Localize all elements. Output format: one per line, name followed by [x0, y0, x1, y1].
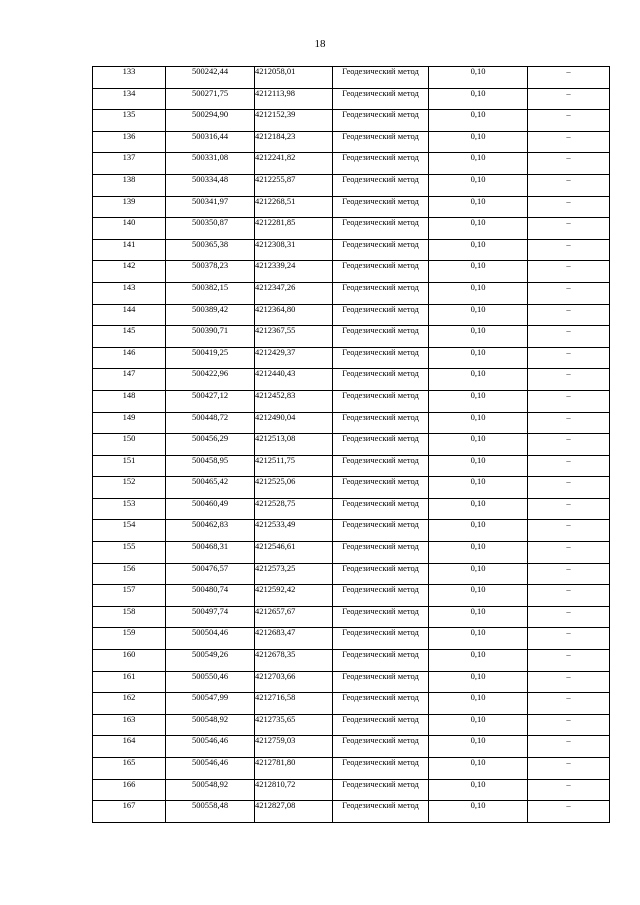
- table-row: [93, 455, 610, 477]
- method-cell: Геодезический метод: [333, 347, 429, 369]
- point-number-cell: 162: [93, 693, 166, 715]
- description-cell: –: [528, 131, 610, 153]
- y-coordinate-cell: 4212735,65: [255, 714, 333, 736]
- y-coordinate-cell: 4212367,55: [255, 326, 333, 348]
- coordinates-table-body: [93, 67, 610, 823]
- accuracy-cell: 0,10: [429, 520, 528, 542]
- x-coordinate-cell: 500546,46: [166, 758, 255, 780]
- description-cell: –: [528, 520, 610, 542]
- y-coordinate-cell: 4212268,51: [255, 196, 333, 218]
- point-number-cell: 145: [93, 326, 166, 348]
- point-number-cell: 149: [93, 412, 166, 434]
- table-row: [93, 585, 610, 607]
- method-cell: Геодезический метод: [333, 88, 429, 110]
- accuracy-cell: 0,10: [429, 650, 528, 672]
- method-cell: Геодезический метод: [333, 758, 429, 780]
- y-coordinate-cell: 4212281,85: [255, 218, 333, 240]
- point-number-cell: 166: [93, 779, 166, 801]
- y-coordinate-cell: 4212781,80: [255, 758, 333, 780]
- table-row: [93, 347, 610, 369]
- table-row: [93, 628, 610, 650]
- point-number-cell: 139: [93, 196, 166, 218]
- description-cell: –: [528, 801, 610, 823]
- accuracy-cell: 0,10: [429, 347, 528, 369]
- y-coordinate-cell: 4212546,61: [255, 542, 333, 564]
- table-row: [93, 779, 610, 801]
- point-number-cell: 163: [93, 714, 166, 736]
- y-coordinate-cell: 4212683,47: [255, 628, 333, 650]
- y-coordinate-cell: 4212440,43: [255, 369, 333, 391]
- method-cell: Геодезический метод: [333, 498, 429, 520]
- point-number-cell: 155: [93, 542, 166, 564]
- point-number-cell: 158: [93, 606, 166, 628]
- table-row: [93, 369, 610, 391]
- accuracy-cell: 0,10: [429, 326, 528, 348]
- point-number-cell: 157: [93, 585, 166, 607]
- method-cell: Геодезический метод: [333, 477, 429, 499]
- table-row: [93, 88, 610, 110]
- description-cell: –: [528, 585, 610, 607]
- x-coordinate-cell: 500458,95: [166, 455, 255, 477]
- method-cell: Геодезический метод: [333, 585, 429, 607]
- x-coordinate-cell: 500465,42: [166, 477, 255, 499]
- description-cell: –: [528, 88, 610, 110]
- point-number-cell: 138: [93, 174, 166, 196]
- x-coordinate-cell: 500294,90: [166, 110, 255, 132]
- table-row: [93, 801, 610, 823]
- description-cell: –: [528, 606, 610, 628]
- accuracy-cell: 0,10: [429, 714, 528, 736]
- point-number-cell: 147: [93, 369, 166, 391]
- point-number-cell: 154: [93, 520, 166, 542]
- table-row: [93, 563, 610, 585]
- description-cell: –: [528, 369, 610, 391]
- y-coordinate-cell: 4212490,04: [255, 412, 333, 434]
- table-row: [93, 174, 610, 196]
- page-number: 18: [314, 38, 326, 50]
- table-row: [93, 606, 610, 628]
- description-cell: –: [528, 282, 610, 304]
- y-coordinate-cell: 4212657,67: [255, 606, 333, 628]
- method-cell: Геодезический метод: [333, 671, 429, 693]
- method-cell: Геодезический метод: [333, 650, 429, 672]
- method-cell: Геодезический метод: [333, 282, 429, 304]
- table-row: [93, 196, 610, 218]
- y-coordinate-cell: 4212533,49: [255, 520, 333, 542]
- x-coordinate-cell: 500448,72: [166, 412, 255, 434]
- x-coordinate-cell: 500331,08: [166, 153, 255, 175]
- point-number-cell: 143: [93, 282, 166, 304]
- y-coordinate-cell: 4212347,26: [255, 282, 333, 304]
- description-cell: –: [528, 736, 610, 758]
- x-coordinate-cell: 500480,74: [166, 585, 255, 607]
- table-row: [93, 520, 610, 542]
- y-coordinate-cell: 4212525,06: [255, 477, 333, 499]
- accuracy-cell: 0,10: [429, 498, 528, 520]
- coordinates-table: [92, 66, 610, 823]
- table-row: [93, 693, 610, 715]
- y-coordinate-cell: 4212528,75: [255, 498, 333, 520]
- method-cell: Геодезический метод: [333, 174, 429, 196]
- table-row: [93, 671, 610, 693]
- method-cell: Геодезический метод: [333, 239, 429, 261]
- accuracy-cell: 0,10: [429, 542, 528, 564]
- x-coordinate-cell: 500378,23: [166, 261, 255, 283]
- x-coordinate-cell: 500390,71: [166, 326, 255, 348]
- accuracy-cell: 0,10: [429, 606, 528, 628]
- x-coordinate-cell: 500476,57: [166, 563, 255, 585]
- x-coordinate-cell: 500341,97: [166, 196, 255, 218]
- description-cell: –: [528, 714, 610, 736]
- table-row: [93, 758, 610, 780]
- x-coordinate-cell: 500549,26: [166, 650, 255, 672]
- point-number-cell: 148: [93, 390, 166, 412]
- description-cell: –: [528, 174, 610, 196]
- point-number-cell: 161: [93, 671, 166, 693]
- description-cell: –: [528, 347, 610, 369]
- accuracy-cell: 0,10: [429, 369, 528, 391]
- accuracy-cell: 0,10: [429, 455, 528, 477]
- description-cell: –: [528, 477, 610, 499]
- y-coordinate-cell: 4212511,75: [255, 455, 333, 477]
- method-cell: Геодезический метод: [333, 801, 429, 823]
- y-coordinate-cell: 4212058,01: [255, 67, 333, 89]
- x-coordinate-cell: 500548,92: [166, 714, 255, 736]
- description-cell: –: [528, 326, 610, 348]
- x-coordinate-cell: 500316,44: [166, 131, 255, 153]
- table-row: [93, 434, 610, 456]
- table-row: [93, 498, 610, 520]
- description-cell: –: [528, 455, 610, 477]
- point-number-cell: 152: [93, 477, 166, 499]
- x-coordinate-cell: 500422,96: [166, 369, 255, 391]
- point-number-cell: 136: [93, 131, 166, 153]
- y-coordinate-cell: 4212678,35: [255, 650, 333, 672]
- x-coordinate-cell: 500497,74: [166, 606, 255, 628]
- point-number-cell: 141: [93, 239, 166, 261]
- accuracy-cell: 0,10: [429, 434, 528, 456]
- method-cell: Геодезический метод: [333, 218, 429, 240]
- accuracy-cell: 0,10: [429, 671, 528, 693]
- table-row: [93, 412, 610, 434]
- y-coordinate-cell: 4212152,39: [255, 110, 333, 132]
- method-cell: Геодезический метод: [333, 110, 429, 132]
- y-coordinate-cell: 4212113,98: [255, 88, 333, 110]
- method-cell: Геодезический метод: [333, 153, 429, 175]
- description-cell: –: [528, 650, 610, 672]
- table-row: [93, 390, 610, 412]
- point-number-cell: 156: [93, 563, 166, 585]
- accuracy-cell: 0,10: [429, 563, 528, 585]
- point-number-cell: 167: [93, 801, 166, 823]
- accuracy-cell: 0,10: [429, 88, 528, 110]
- method-cell: Геодезический метод: [333, 369, 429, 391]
- description-cell: –: [528, 671, 610, 693]
- point-number-cell: 164: [93, 736, 166, 758]
- accuracy-cell: 0,10: [429, 779, 528, 801]
- y-coordinate-cell: 4212429,37: [255, 347, 333, 369]
- x-coordinate-cell: 500558,48: [166, 801, 255, 823]
- point-number-cell: 159: [93, 628, 166, 650]
- accuracy-cell: 0,10: [429, 390, 528, 412]
- point-number-cell: 135: [93, 110, 166, 132]
- y-coordinate-cell: 4212759,03: [255, 736, 333, 758]
- y-coordinate-cell: 4212810,72: [255, 779, 333, 801]
- point-number-cell: 165: [93, 758, 166, 780]
- table-row: [93, 67, 610, 89]
- method-cell: Геодезический метод: [333, 131, 429, 153]
- description-cell: –: [528, 779, 610, 801]
- x-coordinate-cell: 500334,48: [166, 174, 255, 196]
- description-cell: –: [528, 239, 610, 261]
- method-cell: Геодезический метод: [333, 628, 429, 650]
- point-number-cell: 150: [93, 434, 166, 456]
- accuracy-cell: 0,10: [429, 110, 528, 132]
- accuracy-cell: 0,10: [429, 477, 528, 499]
- table-row: [93, 326, 610, 348]
- description-cell: –: [528, 498, 610, 520]
- accuracy-cell: 0,10: [429, 261, 528, 283]
- x-coordinate-cell: 500350,87: [166, 218, 255, 240]
- point-number-cell: 140: [93, 218, 166, 240]
- point-number-cell: 144: [93, 304, 166, 326]
- x-coordinate-cell: 500427,12: [166, 390, 255, 412]
- y-coordinate-cell: 4212513,08: [255, 434, 333, 456]
- x-coordinate-cell: 500365,38: [166, 239, 255, 261]
- description-cell: –: [528, 67, 610, 89]
- accuracy-cell: 0,10: [429, 131, 528, 153]
- description-cell: –: [528, 563, 610, 585]
- method-cell: Геодезический метод: [333, 304, 429, 326]
- x-coordinate-cell: 500548,92: [166, 779, 255, 801]
- point-number-cell: 137: [93, 153, 166, 175]
- method-cell: Геодезический метод: [333, 542, 429, 564]
- x-coordinate-cell: 500468,31: [166, 542, 255, 564]
- method-cell: Геодезический метод: [333, 520, 429, 542]
- accuracy-cell: 0,10: [429, 412, 528, 434]
- table-row: [93, 542, 610, 564]
- method-cell: Геодезический метод: [333, 67, 429, 89]
- x-coordinate-cell: 500550,46: [166, 671, 255, 693]
- accuracy-cell: 0,10: [429, 736, 528, 758]
- accuracy-cell: 0,10: [429, 585, 528, 607]
- x-coordinate-cell: 500460,49: [166, 498, 255, 520]
- accuracy-cell: 0,10: [429, 304, 528, 326]
- method-cell: Геодезический метод: [333, 779, 429, 801]
- y-coordinate-cell: 4212703,66: [255, 671, 333, 693]
- accuracy-cell: 0,10: [429, 218, 528, 240]
- method-cell: Геодезический метод: [333, 390, 429, 412]
- method-cell: Геодезический метод: [333, 326, 429, 348]
- x-coordinate-cell: 500547,99: [166, 693, 255, 715]
- description-cell: –: [528, 218, 610, 240]
- description-cell: –: [528, 412, 610, 434]
- description-cell: –: [528, 758, 610, 780]
- table-row: [93, 736, 610, 758]
- point-number-cell: 153: [93, 498, 166, 520]
- accuracy-cell: 0,10: [429, 282, 528, 304]
- method-cell: Геодезический метод: [333, 563, 429, 585]
- y-coordinate-cell: 4212573,25: [255, 563, 333, 585]
- y-coordinate-cell: 4212452,83: [255, 390, 333, 412]
- accuracy-cell: 0,10: [429, 153, 528, 175]
- y-coordinate-cell: 4212255,87: [255, 174, 333, 196]
- method-cell: Геодезический метод: [333, 196, 429, 218]
- accuracy-cell: 0,10: [429, 693, 528, 715]
- table-row: [93, 304, 610, 326]
- table-row: [93, 282, 610, 304]
- accuracy-cell: 0,10: [429, 628, 528, 650]
- y-coordinate-cell: 4212716,58: [255, 693, 333, 715]
- description-cell: –: [528, 542, 610, 564]
- description-cell: –: [528, 628, 610, 650]
- point-number-cell: 146: [93, 347, 166, 369]
- accuracy-cell: 0,10: [429, 801, 528, 823]
- accuracy-cell: 0,10: [429, 174, 528, 196]
- table-row: [93, 153, 610, 175]
- description-cell: –: [528, 153, 610, 175]
- method-cell: Геодезический метод: [333, 736, 429, 758]
- accuracy-cell: 0,10: [429, 196, 528, 218]
- table-row: [93, 218, 610, 240]
- description-cell: –: [528, 261, 610, 283]
- method-cell: Геодезический метод: [333, 455, 429, 477]
- y-coordinate-cell: 4212592,42: [255, 585, 333, 607]
- method-cell: Геодезический метод: [333, 412, 429, 434]
- table-row: [93, 131, 610, 153]
- x-coordinate-cell: 500389,42: [166, 304, 255, 326]
- table-row: [93, 714, 610, 736]
- point-number-cell: 151: [93, 455, 166, 477]
- x-coordinate-cell: 500242,44: [166, 67, 255, 89]
- description-cell: –: [528, 434, 610, 456]
- x-coordinate-cell: 500546,46: [166, 736, 255, 758]
- x-coordinate-cell: 500271,75: [166, 88, 255, 110]
- table-row: [93, 261, 610, 283]
- table-row: [93, 239, 610, 261]
- point-number-cell: 134: [93, 88, 166, 110]
- point-number-cell: 133: [93, 67, 166, 89]
- table-row: [93, 650, 610, 672]
- method-cell: Геодезический метод: [333, 606, 429, 628]
- description-cell: –: [528, 110, 610, 132]
- accuracy-cell: 0,10: [429, 239, 528, 261]
- method-cell: Геодезический метод: [333, 693, 429, 715]
- x-coordinate-cell: 500504,46: [166, 628, 255, 650]
- y-coordinate-cell: 4212308,31: [255, 239, 333, 261]
- description-cell: –: [528, 196, 610, 218]
- x-coordinate-cell: 500382,15: [166, 282, 255, 304]
- x-coordinate-cell: 500419,25: [166, 347, 255, 369]
- x-coordinate-cell: 500462,83: [166, 520, 255, 542]
- y-coordinate-cell: 4212241,82: [255, 153, 333, 175]
- method-cell: Геодезический метод: [333, 714, 429, 736]
- accuracy-cell: 0,10: [429, 758, 528, 780]
- x-coordinate-cell: 500456,29: [166, 434, 255, 456]
- table-row: [93, 477, 610, 499]
- description-cell: –: [528, 693, 610, 715]
- y-coordinate-cell: 4212184,23: [255, 131, 333, 153]
- method-cell: Геодезический метод: [333, 434, 429, 456]
- accuracy-cell: 0,10: [429, 67, 528, 89]
- description-cell: –: [528, 304, 610, 326]
- table-row: [93, 110, 610, 132]
- description-cell: –: [528, 390, 610, 412]
- point-number-cell: 142: [93, 261, 166, 283]
- y-coordinate-cell: 4212339,24: [255, 261, 333, 283]
- point-number-cell: 160: [93, 650, 166, 672]
- method-cell: Геодезический метод: [333, 261, 429, 283]
- y-coordinate-cell: 4212827,08: [255, 801, 333, 823]
- y-coordinate-cell: 4212364,80: [255, 304, 333, 326]
